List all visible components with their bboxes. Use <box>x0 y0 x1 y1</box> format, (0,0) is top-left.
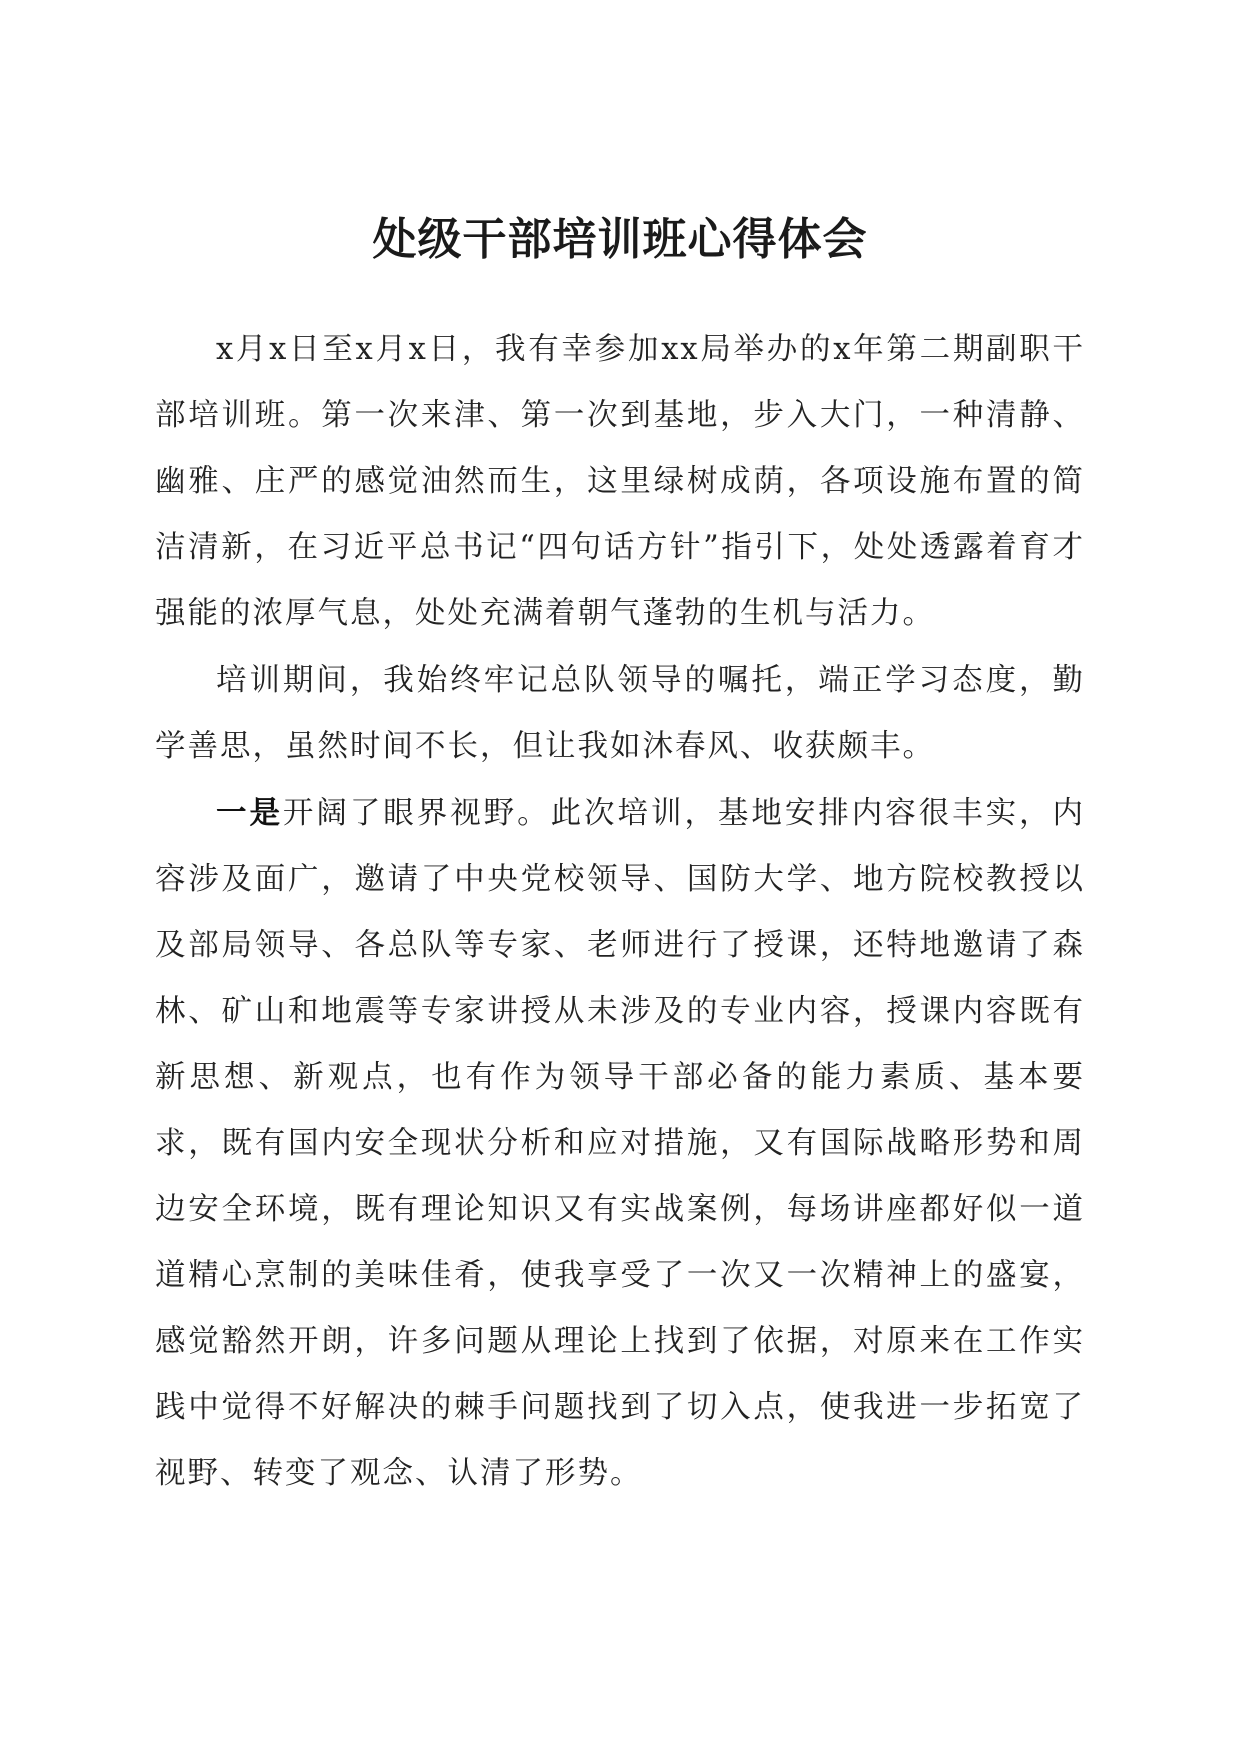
paragraph-text: x月x日至x月x日，我有幸参加xx局举办的x年第二期副职干部培训班。第一次来津、第一次到基地，步入大门，一种清静、幽雅、庄严的感觉油然而生，这里绿树成荫，各项设施布置的简洁清新，在习近平总书记“四句话方针”指引下，处处透露着育才强能的浓厚气息，处处充满着朝气蓬勃的生机与活力。 <box>155 332 1085 631</box>
paragraph-training-period <box>155 647 1085 780</box>
paragraph-point-one <box>155 780 1085 1507</box>
paragraph-text: 培训期间，我始终牢记总队领导的嘱托，端正学习态度，勤学善思，虽然时间不长，但让我如沐春风、收获颇丰。 <box>155 663 1085 764</box>
document-title: 处级干部培训班心得体会 <box>372 214 868 265</box>
paragraph-intro <box>155 316 1085 647</box>
paragraph-lead-bold: 一是 <box>216 795 283 831</box>
paragraph-text: 开阔了眼界视野。此次培训，基地安排内容很丰实，内容涉及面广，邀请了中央党校领导、国防大学、地方院校教授以及部局领导、各总队等专家、老师进行了授课，还特地邀请了森林、矿山和地震等专家讲授从未涉及的专业内容，授课内容既有新思想、新观点，也有作为领导干部必备的能力素质、基本要求，既有国内安全现状分析和应对措施，又有国际战略形势和周边安全环境，既有理论知识又有实战案例，每场讲座都好似一道道精心烹制的美味佳肴，使我享受了一次又一次精神上的盛宴，感觉豁然开朗，许多问题从理论上找到了依据，对原来在工作实践中觉得不好解决的棘手问题找到了切入点，使我进一步拓宽了视野、转变了观念、认清了形势。 <box>155 796 1086 1491</box>
document-body <box>155 316 1085 1507</box>
